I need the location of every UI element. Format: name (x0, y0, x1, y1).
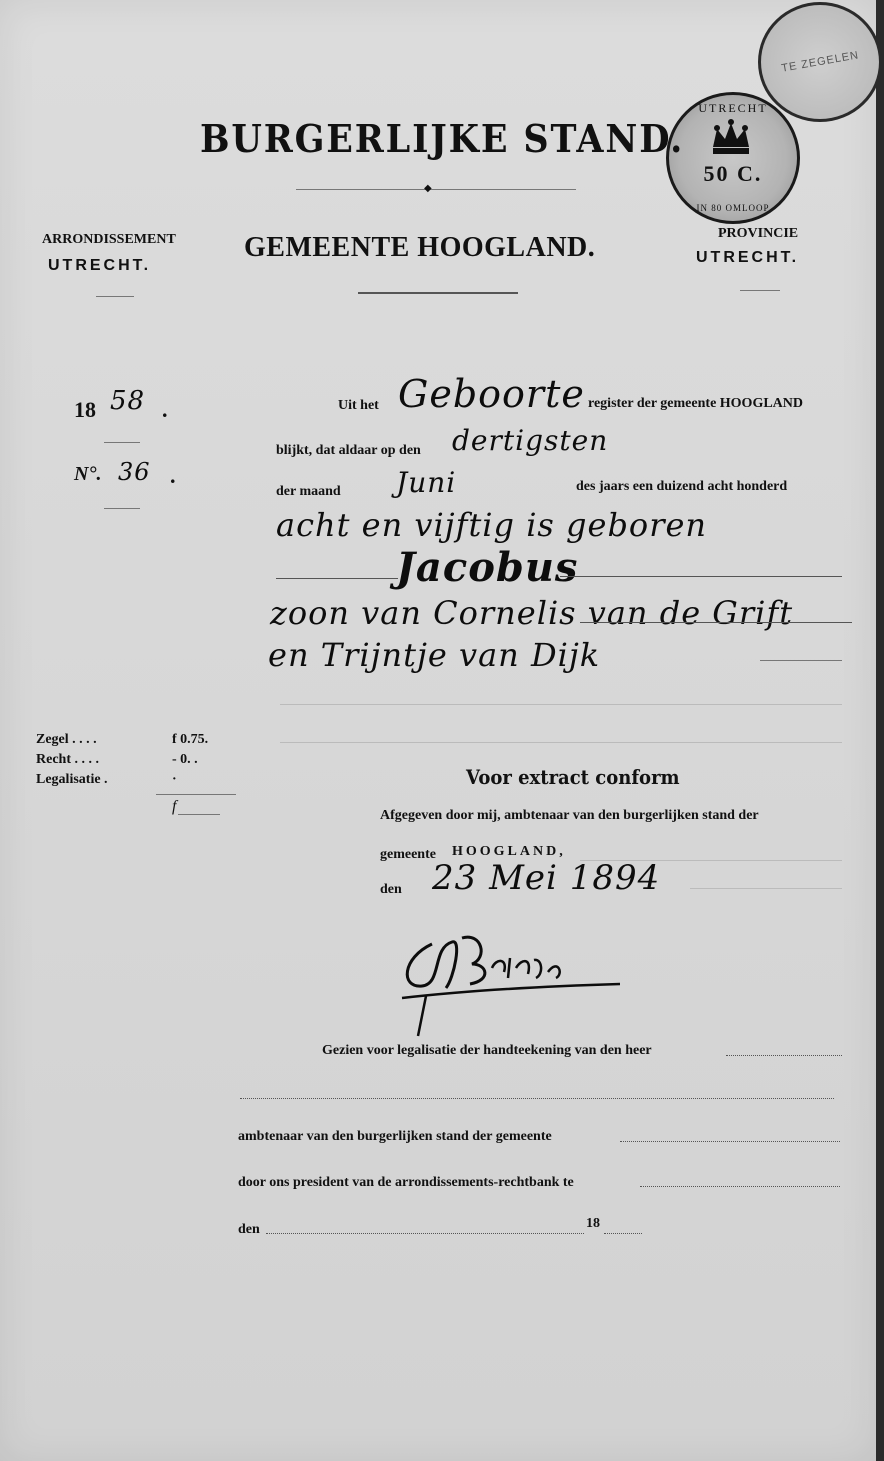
month-handwritten: Juni (396, 466, 457, 499)
register-type-handwritten: Geboorte (398, 372, 585, 416)
fee-total: f (172, 798, 177, 815)
conform-date-line (690, 888, 842, 889)
utrecht-stamp-top-text: UTRECHT (698, 101, 768, 115)
utrecht-stamp-bottom-text: IN 80 OMLOOP (696, 203, 770, 213)
title-rule (296, 189, 576, 190)
fee-total-underline (178, 814, 220, 815)
utrecht-stamp-center (704, 161, 763, 187)
municipality-title: GEMEENTE HOOGLAND. (244, 232, 596, 263)
conform-gemeente-value: HOOGLAND, (452, 844, 566, 859)
legalisation-year-line (604, 1233, 642, 1234)
jaars-text: des jaars een duizend acht honderd (576, 479, 788, 494)
gemeente-dotted-line (620, 1141, 840, 1142)
mother-line-handwritten: en Trijntje van Dijk (268, 636, 601, 674)
ambtenaar-text: ambtenaar van den burgerlijken stand der gemeente (238, 1129, 552, 1144)
fee-total-rule (156, 794, 236, 795)
conform-gemeente-label: gemeente (380, 847, 436, 862)
mother-line-end (760, 660, 842, 661)
crown-icon (709, 119, 753, 159)
legalisation-date-line (266, 1233, 584, 1234)
blijkt-text: blijkt, dat aldaar op den (276, 443, 421, 458)
fee-legalisatie-value: · (172, 772, 177, 787)
fee-legalisatie-label: Legalisatie . (36, 772, 108, 787)
provincie-value: UTRECHT. (696, 249, 800, 266)
fee-recht-label: Recht . . . . (36, 752, 99, 767)
afgegeven-text: Afgegeven door mij, ambtenaar van den burgerlijken stand der (380, 808, 759, 823)
uit-het-text: Uit het (338, 398, 379, 413)
gezien-line (726, 1055, 842, 1056)
fees-block (36, 730, 208, 790)
blank-line-2 (280, 742, 842, 743)
fee-recht-value: - 0. . (172, 752, 198, 767)
issue-date-handwritten: 23 Mei 1894 (432, 858, 661, 898)
year-rule (104, 442, 140, 443)
number-rule (104, 508, 140, 509)
zegel-stamp-text: TE ZEGELEN (780, 49, 860, 75)
parents-underline (580, 622, 852, 623)
conform-den-label: den (380, 882, 402, 897)
born-line-handwritten: acht en vijftig is geboren (276, 506, 708, 544)
heer-line (240, 1098, 834, 1099)
name-line-left (276, 578, 398, 579)
number-handwritten: 36 (118, 458, 151, 486)
register-text: register der gemeente HOOGLAND (588, 396, 804, 411)
name-line-right (560, 576, 842, 577)
gezien-text: Gezien voor legalisatie der handteekening van den heer (322, 1043, 652, 1058)
fee-zegel-label: Zegel . . . . (36, 732, 97, 747)
stamp-value: 50 C. (703, 161, 763, 186)
day-handwritten: dertigsten (452, 424, 609, 457)
year-suffix: . (162, 397, 168, 422)
rule-ornament-icon: ◆ (424, 183, 432, 194)
door-ons-text: door ons president van de arrondissements-rechtbank te (238, 1175, 574, 1190)
provincie-label: PROVINCIE (718, 226, 799, 241)
number-label: N°. (74, 463, 102, 485)
utrecht-tax-stamp (666, 92, 800, 224)
maand-label: der maand (276, 484, 341, 499)
arr-rule (96, 296, 134, 297)
prov-rule (740, 290, 780, 291)
conform-heading: Voor extract conform (466, 765, 680, 789)
blank-line-1 (280, 704, 842, 705)
number-suffix: . (170, 463, 176, 488)
year-printed: 18 (74, 397, 96, 422)
legalisation-den-label: den (238, 1222, 260, 1237)
fee-recht-row (36, 750, 208, 770)
fee-zegel-row (36, 730, 208, 750)
legalisation-year-prefix: 18 (586, 1216, 600, 1231)
parents-line-handwritten: zoon van Cornelis van de Grift (270, 594, 794, 632)
year-handwritten: 58 (110, 386, 146, 416)
rechtbank-dotted-line (640, 1186, 840, 1187)
child-name-handwritten: Jacobus (396, 544, 579, 591)
signature-image (392, 928, 632, 1038)
municipality-rule (358, 292, 518, 294)
document-title: BURGERLIJKE STAND. (200, 116, 685, 161)
fee-zegel-value: f 0.75. (172, 732, 209, 747)
fee-legalisatie-row (36, 770, 208, 790)
arrondissement-value: UTRECHT. (48, 257, 152, 274)
arrondissement-label: ARRONDISSEMENT (42, 232, 176, 247)
